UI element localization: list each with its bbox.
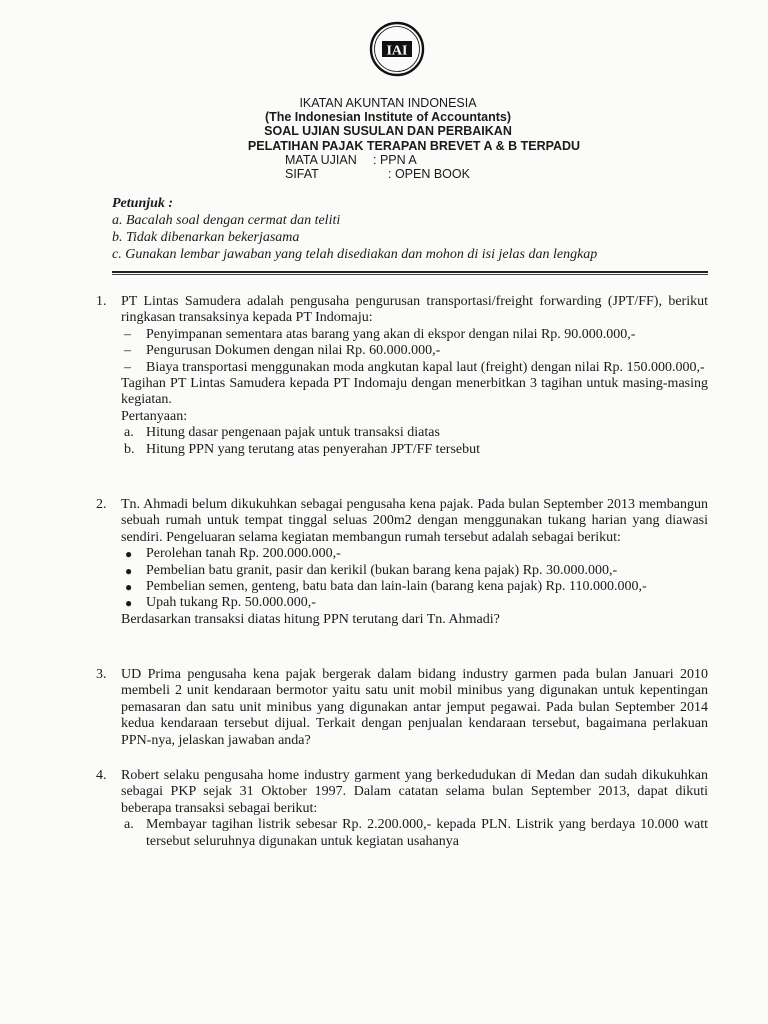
question-number: 3. <box>96 667 107 682</box>
nature-label: SIFAT <box>285 167 319 181</box>
list-item <box>121 360 708 376</box>
instruction-b: b. Tidak dibenarkan bekerjasama <box>112 230 300 245</box>
question-intro: Tn. Ahmadi belum dikukuhkan sebagai pengusaha kena pajak. Pada bulan September 2013 membangun sebuah rumah untuk tempat tinggal seluas 200m2 dengan menggunakan tukang harian yang diawasi sendiri. Pengeluaran selama kegiatan membangun rumah tersebut adalah sebagai berikut: <box>121 497 708 545</box>
list-item-text: Perolehan tanah Rp. 200.000.000,- <box>146 546 341 562</box>
list-item <box>121 327 708 343</box>
dash-marker: – <box>124 359 131 375</box>
list-item-text: Pembelian batu granit, pasir dan kerikil (bukan barang kena pajak) Rp. 30.000.000,- <box>146 562 618 578</box>
instructions-title: Petunjuk : <box>112 196 174 211</box>
list-item-text: Biaya transportasi menggunakan moda angkutan kapal laut (freight) dengan nilai Rp. 150.000.000,- <box>146 359 705 375</box>
header-divider <box>112 271 708 275</box>
question-4 <box>96 768 708 850</box>
nature-value: : OPEN BOOK <box>388 167 470 181</box>
list-item-text: Pengurusan Dokumen dengan nilai Rp. 60.000.000,- <box>146 343 441 359</box>
bullet-marker: ● <box>125 547 133 562</box>
sub-question <box>121 425 708 441</box>
sub-question <box>121 442 708 458</box>
logo-text: IAI <box>386 43 408 59</box>
bullet-marker: ● <box>125 580 133 595</box>
sub-marker: b. <box>124 441 135 457</box>
list-item-text: Pembelian semen, genteng, batu bata dan lain-lain (barang kena pajak) Rp. 110.000.000,- <box>146 579 647 595</box>
instruction-a: a. Bacalah soal dengan cermat dan teliti <box>112 213 341 228</box>
list-item <box>121 343 708 359</box>
question-text: UD Prima pengusaha kena pajak bergerak dalam bidang industry garmen pada bulan Januari 2010 membeli 2 unit kendaraan bermotor yaitu satu unit mobil minibus yang digunakan untuk kepentingan pemasaran dan satu unit minibus yang digunakan antar jemput pegawai. Pada bulan September 2014 kedua kendaraan tersebut dijual. Terkait dengan penjualan kendaraan tersebut, bagaimana perlakuan PPN-nya, jelaskan jawaban anda? <box>121 667 708 748</box>
subject-label: MATA UJIAN <box>285 153 357 167</box>
expense-list <box>121 546 708 612</box>
sub-question <box>121 817 708 850</box>
sub-marker: a. <box>124 425 134 441</box>
list-item-text: Penyimpanan sementara atas barang yang akan di ekspor dengan nilai Rp. 90.000.000,- <box>146 326 636 342</box>
list-item-text: Upah tukang Rp. 50.000.000,- <box>146 595 316 611</box>
subject-value: : PPN A <box>373 153 417 167</box>
list-item <box>121 546 708 562</box>
question-1 <box>96 294 708 458</box>
transaction-list <box>121 327 708 376</box>
sub-question-text: Membayar tagihan listrik sebesar Rp. 2.200.000,- kepada PLN. Listrik yang berdaya 10.000 watt tersebut seluruhnya digunakan untuk kegiatan usahanya <box>146 817 708 849</box>
question-note: Tagihan PT Lintas Samudera kepada PT Indomaju dengan menerbitkan 3 tagihan untuk masing-masing kegiatan. <box>121 376 708 408</box>
org-name: IKATAN AKUNTAN INDONESIA <box>299 96 477 110</box>
bullet-marker: ● <box>125 563 133 578</box>
sub-question-list <box>121 425 708 458</box>
question-3 <box>96 667 708 749</box>
exam-title: SOAL UJIAN SUSULAN DAN PERBAIKAN <box>264 124 512 138</box>
question-intro: PT Lintas Samudera adalah pengusaha pengurusan transportasi/freight forwarding (JPT/FF), berikut ringkasan transaksinya kepada PT Indomaju: <box>121 294 708 326</box>
question-number: 2. <box>96 497 107 512</box>
dash-marker: – <box>124 326 131 342</box>
list-item <box>121 579 708 595</box>
list-item <box>121 563 708 579</box>
bullet-marker: ● <box>125 596 133 611</box>
question-number: 1. <box>96 294 107 309</box>
question-note: Berdasarkan transaksi diatas hitung PPN terutang dari Tn. Ahmadi? <box>121 611 500 627</box>
question-number: 4. <box>96 768 107 783</box>
question-2 <box>96 497 708 628</box>
question-label: Pertanyaan: <box>121 408 188 424</box>
training-title: PELATIHAN PAJAK TERAPAN BREVET A & B TERPADU <box>247 139 581 153</box>
question-intro: Robert selaku pengusaha home industry garment yang berkedudukan di Medan dan sudah dikukuhkan sebagai PKP sejak 31 Oktober 1997. Dalam catatan selama bulan September 2013, dapat dikuti beberapa transaksi sebagai berikut: <box>121 768 708 816</box>
instruction-c: c. Gunakan lembar jawaban yang telah disediakan dan mohon di isi jelas dan lengkap <box>112 247 598 262</box>
sub-marker: a. <box>124 817 134 833</box>
sub-question-text: Hitung dasar pengenaan pajak untuk transaksi diatas <box>146 425 440 441</box>
sub-question-text: Hitung PPN yang terutang atas penyerahan JPT/FF tersebut <box>146 441 481 457</box>
list-item <box>121 595 708 611</box>
sub-question-list <box>121 817 708 850</box>
dash-marker: – <box>124 343 131 359</box>
org-name-en: (The Indonesian Institute of Accountants) <box>264 110 512 124</box>
iai-logo <box>368 20 426 78</box>
